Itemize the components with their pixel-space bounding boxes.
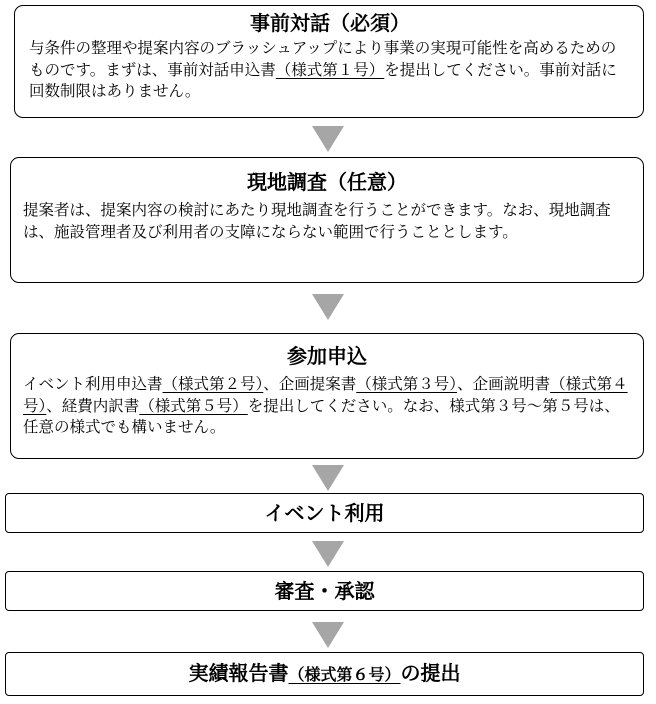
down-arrow-icon [312, 294, 344, 320]
form-reference: （様式第３号） [356, 375, 458, 393]
form-reference: （様式第４号） [23, 375, 628, 415]
down-arrow-icon [312, 126, 344, 152]
step-prior-dialogue [14, 5, 644, 118]
step-title: 現地調査（任意） [247, 170, 407, 194]
form-reference: （様式第５号） [139, 396, 248, 415]
step-site-survey [10, 157, 644, 283]
step-review-approval [5, 571, 644, 611]
down-arrow-icon [312, 622, 344, 648]
form-reference: （様式第１号） [275, 60, 385, 79]
step-event-use [5, 493, 644, 533]
form-reference: （様式第６号） [288, 665, 401, 684]
step-title: 審査・承認 [274, 579, 375, 603]
step-title: 事前対話（必須） [250, 11, 410, 35]
step-title: イベント利用 [264, 501, 385, 525]
step-description: イベント利用申込書（様式第２号）、企画提案書（様式第３号）、企画説明書（様式第４号）、経費内訳書（様式第５号）を提出してください。なお、様式第３号～第５号は、任意の様式でも構いません。 [23, 375, 628, 436]
down-arrow-icon [312, 541, 344, 567]
down-arrow-icon [312, 465, 344, 491]
form-reference: （様式第２号） [162, 375, 264, 393]
step-title: 参加申込 [287, 344, 367, 368]
step-title: 実績報告書（様式第６号）の提出 [188, 661, 461, 685]
step-application [10, 333, 644, 459]
step-report-submission [5, 652, 644, 696]
step-description: 与条件の整理や提案内容のブラッシュアップにより事業の実現可能性を高めるためのものです。まずは、事前対話申込書（様式第１号）を提出してください。事前対話に回数制限はありません。 [29, 39, 617, 100]
step-description: 提案者は、提案内容の検討にあたり現地調査を行うことができます。なお、現地調査は、施設管理者及び利用者の支障にならない範囲で行うこととします。 [23, 201, 611, 241]
